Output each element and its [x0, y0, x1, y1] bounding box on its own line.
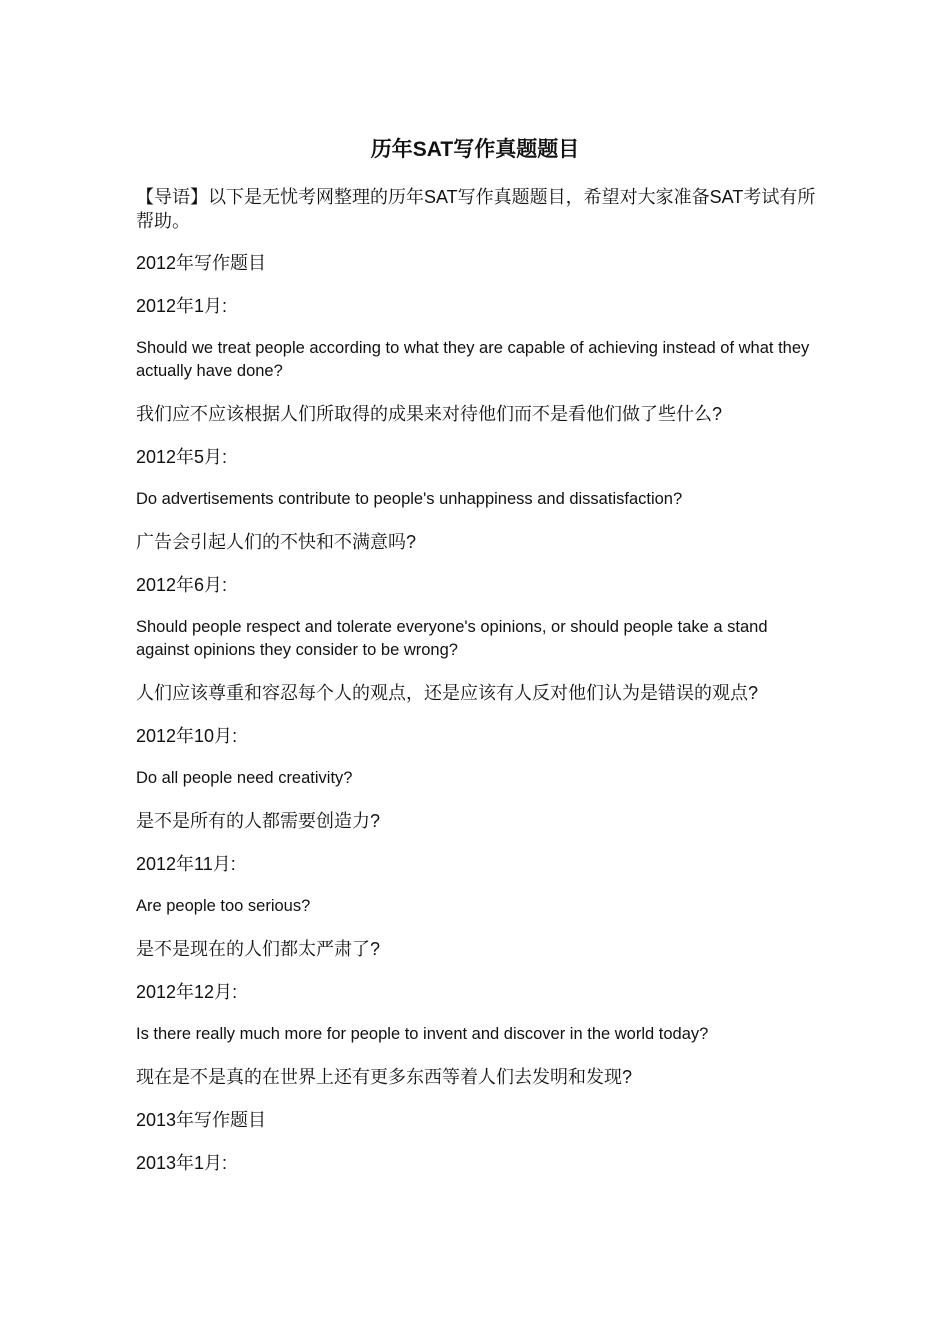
question-english: Should we treat people according to what they are capable of achieving instead of what they actually have done?	[136, 339, 810, 380]
question-month: 2012年10月:	[136, 726, 238, 746]
question-chinese: 人们应该尊重和容忍每个人的观点，还是应该有人反对他们认为是错误的观点?	[136, 683, 759, 703]
question-chinese: 是不是所有的人都需要创造力?	[136, 811, 381, 831]
section-heading-2012: 2012年写作题目	[136, 253, 267, 273]
question-item	[136, 980, 816, 1089]
question-item	[136, 852, 816, 961]
intro-paragraph: 【导语】以下是无忧考网整理的历年SAT写作真题题目，希望对大家准备SAT考试有所帮助。	[136, 187, 816, 231]
question-english: Do advertisements contribute to people's unhappiness and dissatisfaction?	[136, 490, 683, 508]
question-english: Is there really much more for people to invent and discover in the world today?	[136, 1025, 709, 1043]
question-chinese: 现在是不是真的在世界上还有更多东西等着人们去发明和发现?	[136, 1067, 633, 1087]
question-chinese: 我们应不应该根据人们所取得的成果来对待他们而不是看他们做了些什么?	[136, 404, 723, 424]
question-month: 2012年5月:	[136, 447, 228, 467]
question-english: Are people too serious?	[136, 897, 311, 915]
question-month: 2012年12月:	[136, 982, 238, 1002]
question-chinese: 是不是现在的人们都太严肃了?	[136, 939, 381, 959]
question-english: Do all people need creativity?	[136, 769, 353, 787]
question-item	[136, 294, 816, 426]
question-item	[136, 445, 816, 554]
document-title: 历年SAT写作真题题目	[370, 138, 580, 161]
question-month: 2012年6月:	[136, 575, 228, 595]
document-body	[136, 185, 816, 1194]
question-month: 2012年11月:	[136, 854, 236, 874]
question-chinese: 广告会引起人们的不快和不满意吗?	[136, 532, 417, 552]
question-item	[136, 724, 816, 833]
question-month: 2012年1月:	[136, 296, 228, 316]
question-english: Should people respect and tolerate everyone's opinions, or should people take a stand against opinions they consider to be wrong?	[136, 618, 768, 659]
question-item	[136, 573, 816, 705]
question-month-2013-1: 2013年1月:	[136, 1153, 228, 1173]
section-heading-2013: 2013年写作题目	[136, 1110, 267, 1130]
